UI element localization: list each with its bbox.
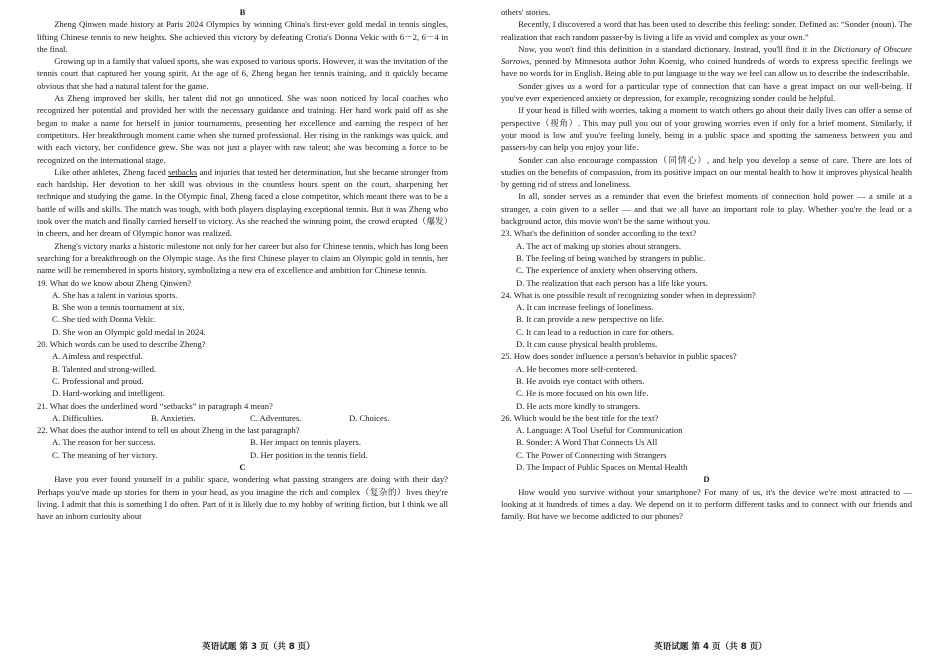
passage-c-paragraph-5: If your head is filled with worries, taking a moment to watch others go about their daily lives can offer a sense of perspective（视角）. This may pull you out of your growing worries even if only for a brief moment. Similarly, if your mood is low and you're feeling lonely, being in a public space and spotting the sameness between you and passers-by can help you enjoy your life.: [501, 105, 912, 153]
q20-option-a: A. Aimless and respectful.: [52, 351, 143, 362]
q19-option-d: D. She won an Olympic gold medal in 2024.: [52, 326, 206, 337]
q23-option-d: D. The realization that each person has a life like yours.: [516, 277, 708, 288]
q22-options-row-2: [37, 449, 448, 461]
left-column: [37, 6, 448, 522]
question-21: 21. What does the underlined word “setbacks” in paragraph 4 mean?: [37, 400, 273, 411]
q20-option-c: C. Professional and proud.: [52, 375, 144, 386]
passage-b-paragraph-3: As Zheng improved her skills, her talent did not go unnoticed. She was soon noticed by local coaches who recognized her potential and provided her with the necessary guidance and training. Her hard work paid off as she began to make a name for herself in junior tournaments, presenting her excellence and earning the respect of her competitors. Her breakthrough moment came when she turned professional. Her rising in the rankings was quick, and with each victory, her confidence grew. She was not just a player with raw talent; she was becoming a force to be recognized on the international stage.: [37, 93, 448, 165]
passage-b-paragraph-4: [37, 166, 448, 240]
paragraph-4-start: Like other athletes, Zheng faced: [54, 166, 169, 177]
q21-option-d: D. Choices.: [349, 412, 390, 423]
page-footer-left: 英语试题 第 3 页（共 8 页）: [202, 642, 315, 652]
dictionary-title: Dictionary of Obscure Sorrows: [501, 43, 913, 67]
q26-option-d: D. The Impact of Public Spaces on Mental Health: [516, 461, 688, 472]
passage-c-paragraph-7: In all, sonder serves as a reminder that even the briefest moments of connection hold power — a smile at a stranger, a coin given to a seller — and that we all have an important role to play. Whether you're the lead or a background actor, this movie won't be the same without you.: [501, 191, 912, 227]
passage-b-paragraph-5: Zheng's victory marks a historic milestone not only for her career but also for Chinese tennis, which has long been searching for a breakthrough on the Olympic stage. As the first Chinese player to claim an Olympic gold in tennis, her name will be remembered in sports history, symbolizing a new era of excellence and ambition for Chinese tennis.: [37, 240, 448, 276]
section-c-heading: C: [239, 461, 246, 472]
q21-option-c: C. Adventures.: [250, 412, 302, 423]
passage-b-paragraph-2: Growing up in a family that valued sports, she was exposed to various sports. However, it was the invitation of the tennis court that captured her young spirit. At the age of 6, Zheng began her tennis training, and it quickly became obvious that she had a natural talent for the game.: [37, 56, 448, 91]
question-25: 25. How does sonder influence a person's behavior in public spaces?: [501, 351, 737, 362]
q25-option-c: C. He is more focused on his own life.: [516, 388, 649, 399]
passage-c-continuation: others' stories.: [501, 7, 551, 17]
question-19: 19. What do we know about Zheng Qinwen?: [37, 277, 192, 288]
question-24: 24. What is one possible result of recognizing sonder when in depression?: [501, 289, 756, 300]
q23-option-c: C. The experience of anxiety when observing others.: [516, 265, 698, 276]
q25-option-a: A. He becomes more self-centered.: [516, 363, 638, 374]
q20-option-b: B. Talented and strong-willed.: [52, 363, 157, 374]
underlined-word-setbacks: setbacks: [168, 166, 198, 177]
q24-option-a: A. It can increase feelings of loneliness.: [516, 302, 654, 313]
passage-d-paragraph-1: How would you survive without your smartphone? For many of us, it's the device we're most attracted to — looking at it hundreds of times a day. We depend on it to perform different tasks and to connect with our friends and family. But have we become addicted to our phones?: [501, 486, 912, 522]
paragraph-3-start: Now, you won't find this definition in a standard dictionary. Instead, you'll find it in the: [518, 43, 834, 54]
page-footer-right: 英语试题 第 4 页（共 8 页）: [654, 642, 767, 652]
q24-option-b: B. It can provide a new perspective on life.: [516, 314, 664, 325]
q21-option-b: B. Anxieties.: [151, 412, 196, 423]
q19-option-c: C. She tied with Donna Vekic.: [52, 314, 157, 325]
q22-option-a: A. The reason for her success.: [52, 437, 156, 448]
passage-c-paragraph-1: Have you ever found yourself in a public space, wondering what passing strangers are doing with their day? Perhaps you've made up stories for them in your head, as you imagine the rich and complex（复杂的）lives they're living. I admit that this is something I do often. Part of it is likely due to my hobby of writing fiction, but I think we all have an inborn curiosity about: [37, 474, 448, 522]
passage-c-paragraph-4: Sonder gives us a word for a particular type of connection that can have a great impact on our well-being. If you've ever experienced anxiety or depression, for example, recognizing sonder could be helpful.: [501, 80, 912, 104]
section-b-heading: B: [239, 7, 246, 17]
question-22: 22. What does the author intend to tell us about Zheng in the last paragraph?: [37, 425, 300, 436]
q21-options: [37, 412, 448, 424]
section-d-heading: D: [703, 474, 710, 485]
question-20: 20. Which words can be used to describe Zheng?: [37, 339, 206, 350]
paragraph-3-rest: , penned by Minnesota author John Koenig, who coined hundreds of words to express specific feelings we have no words for in English. Being able to put language to the way we feel can allow us to describe the indescribable.: [501, 56, 912, 79]
q22-options-row-1: [37, 436, 448, 448]
q22-option-b: B. Her impact on tennis players.: [250, 437, 361, 448]
q20-option-d: D. Hard-working and intelligent.: [52, 388, 165, 399]
q23-option-b: B. The feeling of being watched by strangers in public.: [516, 252, 706, 263]
q25-option-d: D. He acts more kindly to strangers.: [516, 400, 641, 411]
q26-option-b: B. Sonder: A Word That Connects Us All: [516, 437, 658, 448]
q22-option-c: C. The meaning of her victory.: [52, 449, 158, 460]
q24-option-c: C. It can lead to a reduction in care for others.: [516, 326, 674, 337]
q19-option-a: A. She has a talent in various sports.: [52, 289, 178, 300]
passage-b-paragraph-1: Zheng Qinwen made history at Paris 2024 Olympics by winning China's first-ever gold medal in tennis singles, lifting Chinese tennis to new heights. She achieved this victory by defeating Crotia's Donna Vekic with 6－2, 6－4 in the final.: [37, 19, 448, 54]
q19-option-b: B. She won a tennis tournament at six.: [52, 302, 185, 313]
passage-c-paragraph-2: Recently, I discovered a word that has been used to describe this feeling: sonder. Defined as: “Sonder (noun). The realization that each random passer-by is living a life as vivid and complex as your own.”: [501, 19, 912, 42]
passage-c-paragraph-3: [501, 43, 912, 80]
q25-option-b: B. He avoids eye contact with others.: [516, 375, 645, 386]
q23-option-a: A. The act of making up stories about strangers.: [516, 240, 681, 251]
passage-c-paragraph-6: Sonder can also encourage compassion（同情心）, and help you develop a sense of care. There are lots of studies on the benefits of compassion, from its positive impact on our mental health to how it improves physical health by getting rid of stress and loneliness.: [501, 154, 912, 190]
q26-option-c: C. The Power of Connecting with Strangers: [516, 449, 667, 460]
q24-option-d: D. It can cause physical health problems.: [516, 339, 658, 350]
q26-option-a: A. Language: A Tool Useful for Communication: [516, 425, 683, 436]
paragraph-4-rest: and injuries that tested her determination, but she became stronger from each hardship. Her devotion to her skill was obvious in the countless hours spent on the court, sharpening her technique and studying the game. In the Olympic final, Zheng faced a close competitor, which meant there was to be a battle of wills and skills. The match was tough, with both players displaying exceptional tennis. But it was Zheng who took over the match and finally carried herself to victory. As she reached the winning point, the crowd erupted（爆发）in cheers, and her dream of Olympic honor was realized.: [37, 166, 449, 239]
q21-option-a: A. Difficulties.: [52, 412, 104, 423]
question-23: 23. What's the definition of sonder according to the text?: [501, 228, 697, 239]
question-26: 26. Which would be the best title for the text?: [501, 412, 659, 423]
right-column: [501, 6, 912, 522]
q22-option-d: D. Her position in the tennis field.: [250, 449, 368, 460]
